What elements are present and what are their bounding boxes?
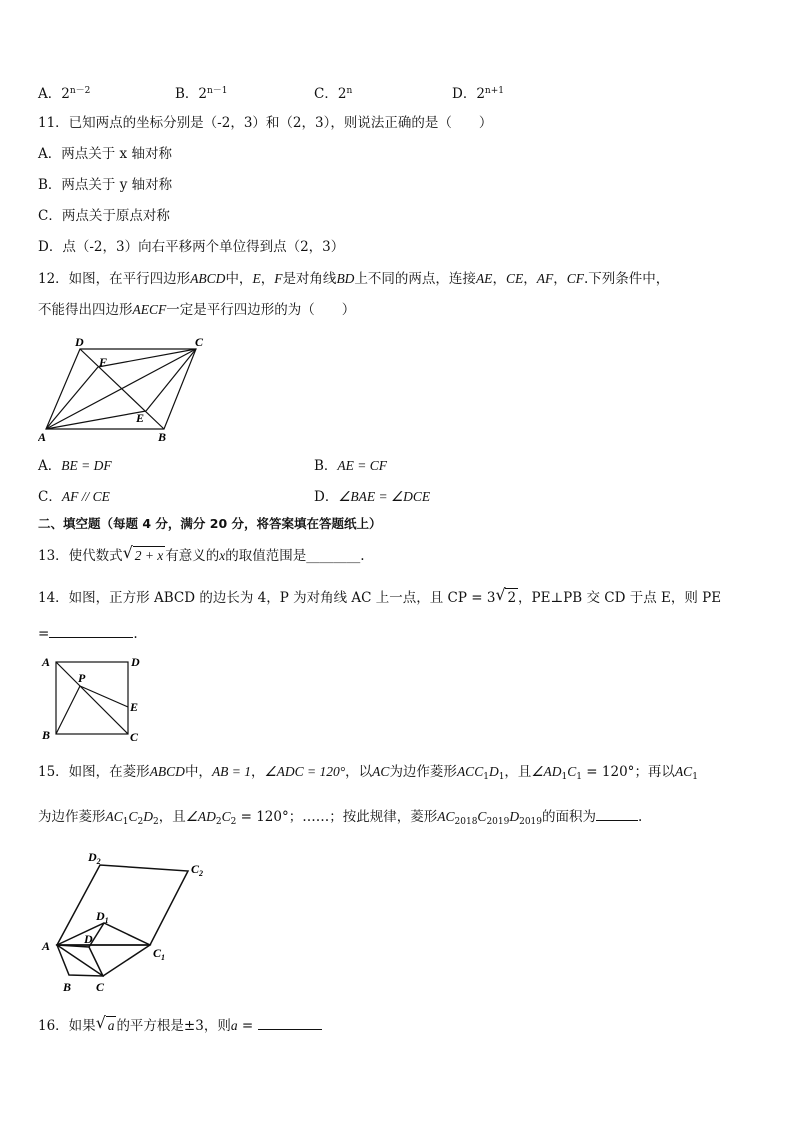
q12-segment-cf — [98, 349, 196, 367]
q13-sqrt: √ 2 + x — [122, 543, 164, 563]
q15-label-c1: $C_1$ — [153, 946, 166, 962]
q12-stem-line2: 不能得出四边形AECF一定是平行四边形的为（ ） — [38, 302, 356, 318]
section-fill-in-heading: 二、填空题（每题 4 分，满分 20 分，将答案填在答题纸上） — [38, 516, 382, 531]
q15-answer-blank[interactable] — [596, 806, 638, 821]
q12-diagonal-ac — [46, 349, 196, 429]
q12-diagonal-bd — [80, 349, 164, 429]
q14-label-a: A — [42, 655, 51, 669]
q14-label-d: D — [131, 655, 140, 669]
q14-label-c: C — [130, 730, 139, 744]
q14-label-b: B — [42, 728, 51, 742]
q16-stem: 16．如果 √ a 的平方根是±3，则a = — [38, 1015, 322, 1035]
q12-label-c: C — [195, 335, 204, 349]
q15-label-d1: $D_1$ — [96, 909, 109, 925]
q11-option-b: B．两点关于 y 轴对称 — [38, 177, 173, 193]
q12-segment-ce — [146, 349, 196, 411]
q12-parallelogram-figure — [38, 333, 213, 443]
q14-segment-pe — [80, 686, 128, 707]
q15-label-c2: $C_2$ — [191, 862, 204, 878]
q11-option-c: C．两点关于原点对称 — [38, 208, 170, 224]
q15-label-a: A — [42, 939, 51, 953]
q12-label-f: F — [99, 355, 108, 369]
q10-option-a: A．$2^{n-2}$ — [38, 86, 91, 102]
q14-sqrt: √ 2 — [495, 585, 517, 606]
q14-answer-blank[interactable] — [49, 623, 133, 638]
q12-segment-af — [46, 367, 98, 429]
q12-option-a: A．BE = DF — [38, 458, 112, 474]
q15-stem-line2: 为边作菱形$AC_1C_2D_2$，且$\angle AD_2C_2 = 120^\circ$；……；按此规律，菱形$AC_{2018}C_{2019}D_{2019}$的面积为 . — [38, 806, 642, 831]
q12-option-b: B．AE = CF — [314, 458, 388, 474]
q12-label-b: B — [158, 430, 167, 443]
q12-segment-ae — [46, 411, 146, 429]
q14-label-p: P — [78, 671, 86, 685]
q15-label-d2: $D_2$ — [88, 850, 101, 866]
q14-label-e: E — [130, 700, 139, 714]
q15-rhombus-acc1d1 — [57, 923, 150, 976]
q14-stem: 14．如图，正方形 ABCD 的边长为 4，P 为对角线 AC 上一点，且 CP = 3 √ 2 ，PE⊥PB 交 CD 于点 E，则 PE — [38, 585, 722, 606]
q11-stem: 11．已知两点的坐标分别是（-2，3）和（2，3），则说法正确的是（ ） — [38, 115, 493, 131]
q12-stem-line1: 12．如图，在平行四边形ABCD中，E，F是对角线BD上不同的两点，连接AE，CE，AF，CF.下列条件中， — [38, 271, 670, 287]
q16-answer-blank[interactable] — [258, 1015, 322, 1030]
q13-stem: 13．使代数式 √ 2 + x 有意义的x的取值范围是________. — [38, 543, 365, 564]
q11-option-d: D．点（-2，3）向右平移两个单位得到点（2，3） — [38, 239, 345, 255]
q12-option-c: C．AF // CE — [38, 489, 110, 505]
q14-diagonal-ac — [56, 662, 128, 734]
q14-answer-line: = . — [38, 623, 138, 643]
q14-square-figure — [38, 653, 148, 745]
q10-option-b: B．$2^{n-1}$ — [175, 86, 228, 102]
q16-sqrt: √ a — [95, 1013, 115, 1033]
q15-label-b: B — [63, 980, 72, 994]
q12-label-e: E — [136, 411, 145, 425]
q12-option-d: D．∠BAE = ∠DCE — [314, 489, 431, 505]
q15-rhombus-figure — [38, 845, 213, 1000]
q14-segment-pb — [56, 686, 80, 734]
q15-label-c: C — [96, 980, 105, 994]
q15-label-d: D — [84, 932, 93, 946]
q15-rhombus-ac1c2d2 — [57, 865, 188, 945]
q12-label-d: D — [75, 335, 84, 349]
q15-stem-line1: 15．如图，在菱形ABCD中，AB = 1，∠ADC = 120°，以AC为边作菱形$ACC_1D_1$，且$\angle AD_1C_1 = 120^\circ$；再以$AC_1$ — [38, 764, 698, 782]
q10-option-c: C．2$^n$ — [314, 86, 353, 102]
q11-option-a: A．两点关于 x 轴对称 — [38, 146, 172, 162]
q10-option-d: D．$2^{n+1}$ — [452, 86, 504, 102]
q12-label-a: A — [38, 430, 47, 443]
